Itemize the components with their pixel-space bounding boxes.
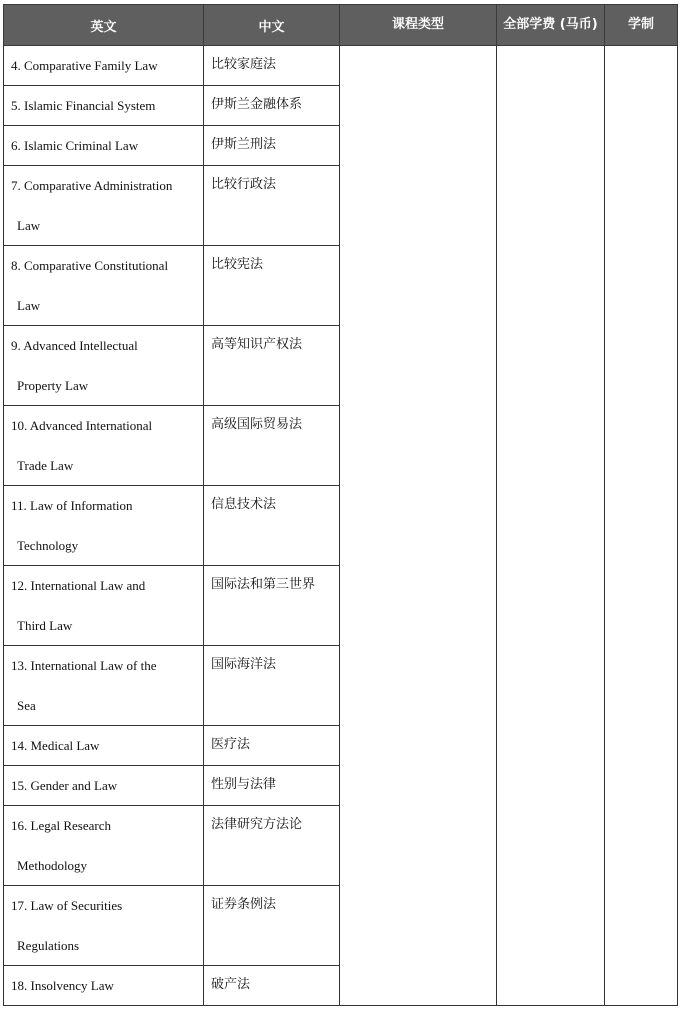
course-chinese-name: 国际法和第三世界	[204, 566, 340, 646]
header-english: 英文	[4, 5, 204, 46]
course-english-line: 6. Islamic Criminal Law	[11, 138, 139, 153]
course-english-line: 4. Comparative Family Law	[11, 58, 158, 73]
course-english-name	[4, 886, 204, 966]
course-english-name	[4, 726, 204, 766]
course-chinese-name: 比较家庭法	[204, 46, 340, 86]
header-chinese: 中文	[204, 5, 340, 46]
course-english-line: Law	[17, 298, 41, 313]
course-table	[3, 4, 678, 1006]
course-english-line: 10. Advanced International	[11, 418, 153, 433]
duration-cell	[605, 46, 678, 1006]
course-chinese-name: 高级国际贸易法	[204, 406, 340, 486]
course-english-name	[4, 86, 204, 126]
course-chinese-name: 破产法	[204, 966, 340, 1006]
course-chinese-name: 国际海洋法	[204, 646, 340, 726]
table-row	[4, 46, 678, 86]
course-english-line: Property Law	[17, 378, 89, 393]
course-english-line: Trade Law	[17, 458, 74, 473]
course-chinese-name: 证券条例法	[204, 886, 340, 966]
course-chinese-name: 医疗法	[204, 726, 340, 766]
course-english-line: 14. Medical Law	[11, 738, 100, 753]
course-chinese-name: 法律研究方法论	[204, 806, 340, 886]
course-english-line: 7. Comparative Administration	[11, 178, 173, 193]
course-chinese-name: 伊斯兰刑法	[204, 126, 340, 166]
course-chinese-name: 高等知识产权法	[204, 326, 340, 406]
course-english-line: 5. Islamic Financial System	[11, 98, 156, 113]
course-english-line: Law	[17, 218, 41, 233]
course-chinese-name: 性别与法律	[204, 766, 340, 806]
header-total-fee: 全部学费 (马币)	[497, 5, 605, 46]
course-english-line: Regulations	[17, 938, 80, 953]
course-english-name	[4, 326, 204, 406]
course-english-line: 17. Law of Securities	[11, 898, 123, 913]
course-english-name	[4, 166, 204, 246]
course-english-name	[4, 406, 204, 486]
course-english-name	[4, 806, 204, 886]
course-english-line: Technology	[17, 538, 79, 553]
course-english-line: Sea	[17, 698, 36, 713]
course-type-cell	[340, 46, 497, 1006]
course-english-name	[4, 646, 204, 726]
table-header-row	[4, 5, 678, 46]
course-english-line: Third Law	[17, 618, 73, 633]
course-english-line: 16. Legal Research	[11, 818, 111, 833]
course-english-name	[4, 766, 204, 806]
course-english-line: 13. International Law of the	[11, 658, 157, 673]
course-english-line: 18. Insolvency Law	[11, 978, 114, 993]
course-english-name	[4, 246, 204, 326]
course-english-line: 11. Law of Information	[11, 498, 133, 513]
course-chinese-name: 比较行政法	[204, 166, 340, 246]
table-body	[4, 46, 678, 1006]
course-english-name	[4, 126, 204, 166]
course-english-line: 9. Advanced Intellectual	[11, 338, 138, 353]
header-course-type: 课程类型	[340, 5, 497, 46]
course-english-line: 8. Comparative Constitutional	[11, 258, 169, 273]
course-english-name	[4, 966, 204, 1006]
course-english-line: Methodology	[17, 858, 88, 873]
course-english-line: 15. Gender and Law	[11, 778, 118, 793]
total-fee-cell	[497, 46, 605, 1006]
course-chinese-name: 信息技术法	[204, 486, 340, 566]
course-chinese-name: 伊斯兰金融体系	[204, 86, 340, 126]
course-english-name	[4, 566, 204, 646]
course-english-name	[4, 486, 204, 566]
course-english-line: 12. International Law and	[11, 578, 146, 593]
course-english-name	[4, 46, 204, 86]
header-duration: 学制	[605, 5, 678, 46]
course-chinese-name: 比较宪法	[204, 246, 340, 326]
